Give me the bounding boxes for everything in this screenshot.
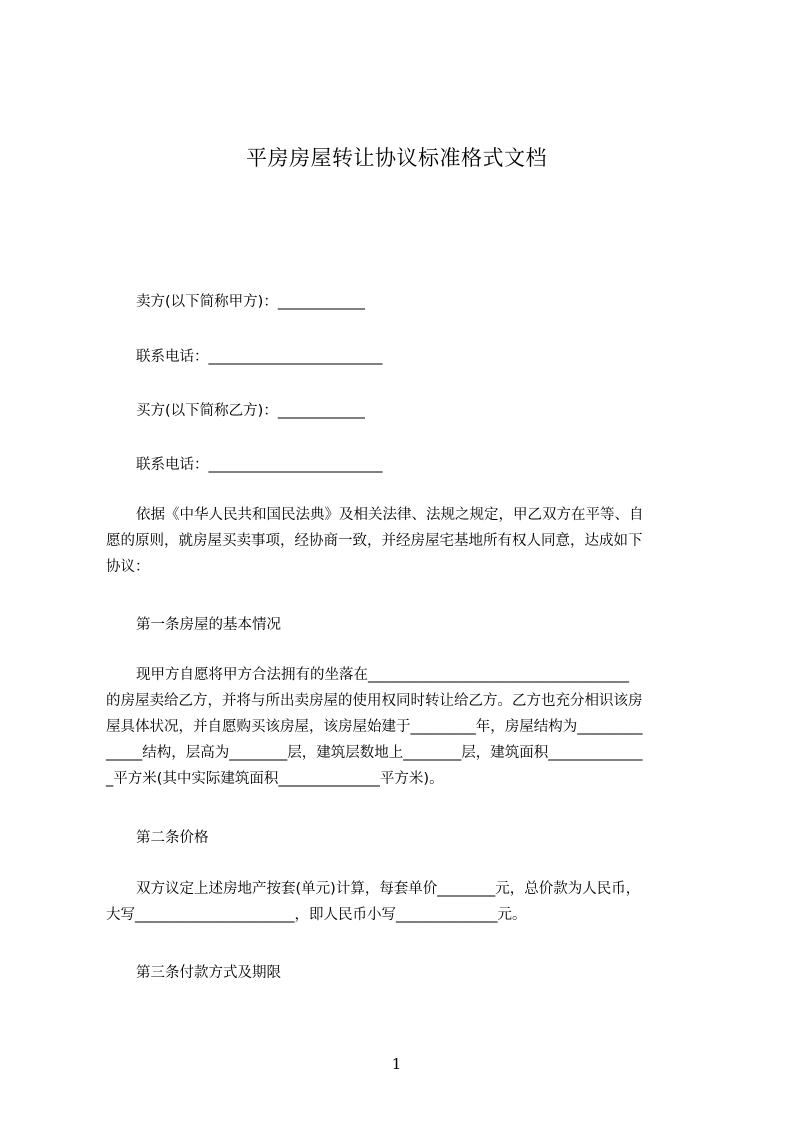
article-1-line-5: _平方米(其中实际建筑面积______________平方米)。: [106, 771, 444, 787]
article-1-line-4: _____结构，层高为________层，建筑层数地上________层，建筑面积_____________: [106, 745, 643, 761]
article-2-line-2: 大写______________________，即人民币小写______________元。: [106, 907, 527, 923]
intro-line-1: 依据《中华人民共和国民法典》及相关法律、法规之规定，甲乙双方在平等、自: [136, 507, 644, 523]
article-1-paragraph: [106, 662, 702, 792]
article-1-heading: 第一条房屋的基本情况: [136, 617, 281, 633]
intro-paragraph: [106, 502, 702, 580]
article-3-heading: 第三条付款方式及期限: [136, 965, 281, 981]
intro-line-3: 协议：: [106, 559, 150, 575]
article-2-heading: 第二条价格: [136, 830, 209, 846]
article-1-line-3: 屋具体状况，并自愿购买该房屋，该房屋始建于_________年，房屋结构为_________: [106, 719, 643, 735]
article-1-line-1: 现甲方自愿将甲方合法拥有的坐落在____________________________________: [136, 667, 629, 683]
page-number: 1: [391, 1055, 402, 1073]
document-title: 平房房屋转让协议标准格式文档: [246, 146, 547, 170]
seller-phone-field: 联系电话：________________________: [136, 349, 383, 365]
seller-field: 卖方(以下简称甲方)：____________: [136, 294, 365, 310]
buyer-phone-field: 联系电话：________________________: [136, 457, 383, 473]
article-2-line-1: 双方议定上述房地产按套(单元)计算，每套单价________元，总价款为人民币，: [136, 881, 641, 897]
article-1-line-2: 的房屋卖给乙方，并将与所出卖房屋的使用权同时转让给乙方。乙方也充分相识该房: [106, 693, 643, 709]
buyer-field: 买方(以下简称乙方)：____________: [136, 403, 365, 419]
intro-line-2: 愿的原则，就房屋买卖事项，经协商一致，并经房屋宅基地所有权人同意，达成如下: [106, 533, 643, 549]
article-2-paragraph: [106, 876, 702, 928]
